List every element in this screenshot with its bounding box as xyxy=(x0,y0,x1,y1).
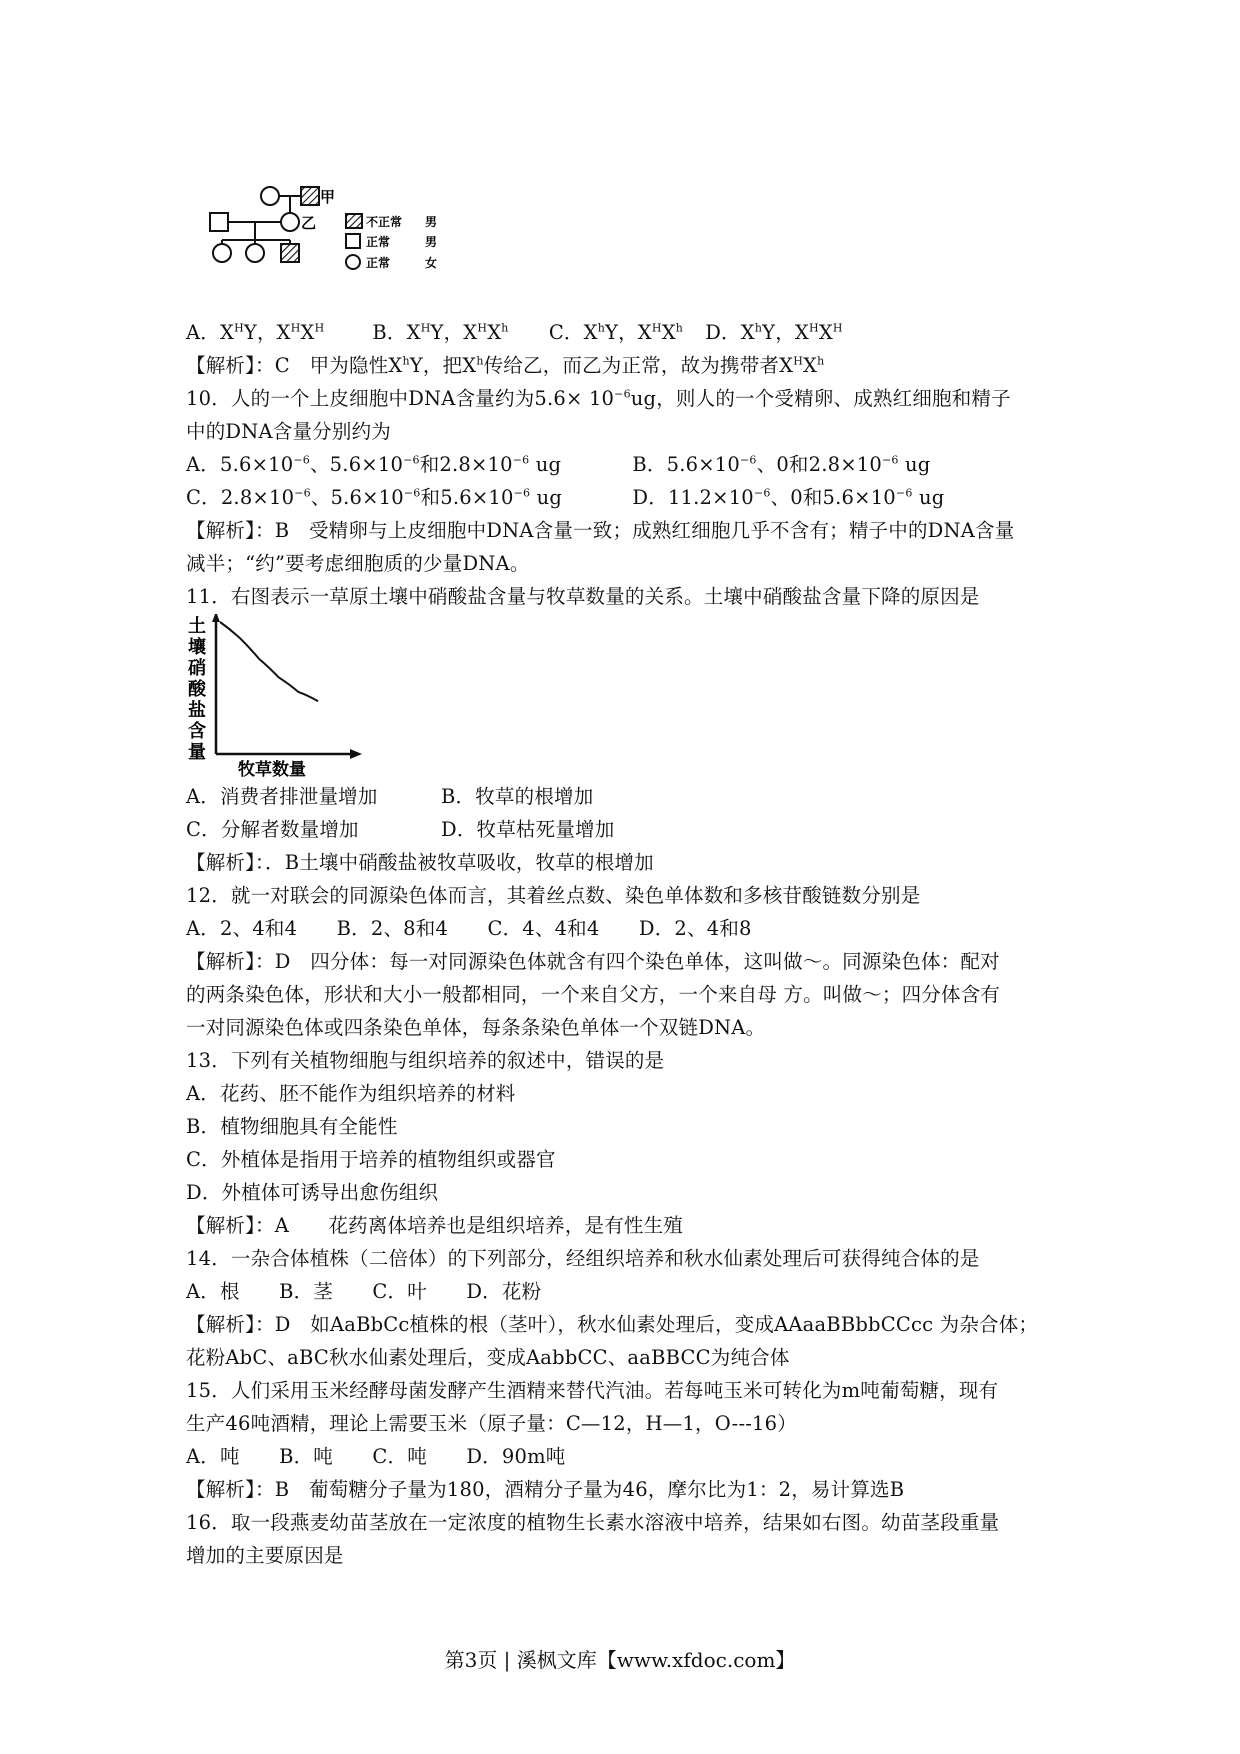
q12-analysis-2: 的两条染色体，形状和大小一般都相同，一个来自父方，一个来自母 方。叫做～；四分体含有 xyxy=(186,983,1001,1006)
legend-normal-female-icon xyxy=(346,255,360,269)
q11-chart-ylabel-char: 酸 xyxy=(188,679,206,700)
q10-options-ab xyxy=(186,450,930,480)
q16-stem-1: 16．取一段燕麦幼苗茎放在一定浓度的植物生长素水溶液中培养，结果如右图。幼苗茎段重量 xyxy=(186,1511,1000,1534)
q14-options: A．根 B．茎 C．叶 D．花粉 xyxy=(186,1280,542,1303)
q9-option-b: B．$X^HY$，$X^HX^h$ xyxy=(372,321,509,344)
q11-chart-ylabel-char: 硝 xyxy=(188,658,206,679)
q11-options-ab xyxy=(186,782,593,812)
q11-chart-series-line xyxy=(220,622,318,701)
pedigree-male-jia xyxy=(301,187,319,205)
pedigree-child-male-affected xyxy=(281,244,299,262)
q10-option-a: A．$5.6\times 10^{-6}$、$5.6\times 10^{-6}$和$2.8\times 10^{-6}$ ug xyxy=(186,453,562,476)
q15-stem-1: 15．人们采用玉米经酵母菌发酵产生酒精来替代汽油。若每吨玉米可转化为m吨葡萄糖，现有 xyxy=(186,1379,999,1402)
q13-option-b: B．植物细胞具有全能性 xyxy=(186,1115,398,1138)
q11-chart-x-arrow xyxy=(350,749,362,759)
q11-analysis: 【解析】：．B土壤中硝酸盐被牧草吸收，牧草的根增加 xyxy=(186,851,654,874)
q13-option-a: A．花药、胚不能作为组织培养的材料 xyxy=(186,1082,516,1105)
q10-stem-1: 10．人的一个上皮细胞中DNA含量约为$5.6\times 10^{-6}ug$，则人的一个受精卵、成熟红细胞和精子 xyxy=(186,387,1011,410)
q11-option-d: D．牧草枯死量增加 xyxy=(441,818,615,841)
legend-normal-female-label: 正常 xyxy=(366,256,391,270)
pedigree-child-female-2 xyxy=(246,244,264,262)
page-footer: 第3页 | 溪枫文库【www.xfdoc.com】 xyxy=(444,1648,796,1672)
q13-stem: 13．下列有关植物细胞与组织培养的叙述中，错误的是 xyxy=(186,1049,665,1072)
q9-option-c: C．$X^hY$，$X^HX^h$ xyxy=(548,321,684,344)
q11-chart-ylabel-char: 含 xyxy=(188,721,206,742)
legend-affected-male-sex: 男 xyxy=(425,215,438,229)
q11-chart-ylabel-char: 量 xyxy=(188,742,206,763)
q12-analysis-1: 【解析】：D 四分体：每一对同源染色体就含有四个染色单体，这叫做～。同源染色体：配对 xyxy=(186,950,1000,973)
legend-normal-male-icon xyxy=(346,234,360,248)
legend-affected-male-icon xyxy=(346,214,362,228)
q11-stem: 11．右图表示一草原土壤中硝酸盐含量与牧草数量的关系。土壤中硝酸盐含量下降的原因是 xyxy=(186,585,980,608)
q16-stem-2: 增加的主要原因是 xyxy=(186,1544,344,1567)
pedigree-child-female-1 xyxy=(213,244,231,262)
pedigree-male-husband xyxy=(210,213,228,231)
q11-options-cd xyxy=(186,815,614,845)
q13-analysis: 【解析】：A 花药离体培养也是组织培养，是有性生殖 xyxy=(186,1214,684,1237)
q11-chart-y-arrow xyxy=(212,614,220,622)
pedigree-figure xyxy=(200,178,490,293)
q9-options xyxy=(186,318,843,348)
q15-stem-2: 生产46吨酒精，理论上需要玉米（原子量：C—12，H—1，O---16） xyxy=(186,1412,797,1435)
q11-chart-ylabel-char: 盐 xyxy=(188,700,206,721)
q10-stem-2: 中的DNA含量分别约为 xyxy=(186,420,391,443)
q14-stem: 14．一杂合体植株（二倍体）的下列部分，经组织培养和秋水仙素处理后可获得纯合体的是 xyxy=(186,1247,980,1270)
q10-option-d: D．$11.2\times 10^{-6}$、0和$5.6\times 10^{-6}$ ug xyxy=(632,486,945,509)
q14-analysis-2: 花粉AbC、aBC秋水仙素处理后，变成AabbCC、aaBBCC为纯合体 xyxy=(186,1346,790,1369)
q11-chart-ylabel xyxy=(187,615,207,763)
q9-option-d: D．$X^hY$，$X^HX^H$ xyxy=(705,321,843,344)
q12-options: A．2、4和4 B．2、8和4 C．4、4和4 D．2、4和8 xyxy=(186,917,752,940)
q10-option-c: C．$2.8\times 10^{-6}$、$5.6\times 10^{-6}$和$5.6\times 10^{-6}$ ug xyxy=(186,486,563,509)
q10-analysis-1: 【解析】：B 受精卵与上皮细胞中DNA含量一致；成熟红细胞几乎不含有；精子中的DNA含量 xyxy=(186,519,1015,542)
q10-analysis-2: 减半；“约”要考虑细胞质的少量DNA。 xyxy=(186,552,530,575)
q9-analysis: 【解析】：C 甲为隐性$X^hY$，把$X^h$传给乙，而乙为正常，故为携带者$X^HX^h$ xyxy=(186,354,825,377)
q15-options: A．吨 B．吨 C．吨 D．90m吨 xyxy=(186,1445,566,1468)
q10-option-b: B．$5.6\times 10^{-6}$、0和$2.8\times 10^{-6}$ ug xyxy=(632,453,931,476)
q11-option-c: C．分解者数量增加 xyxy=(186,818,359,841)
legend-affected-male-label: 不正常 xyxy=(366,215,403,229)
pedigree-female-grandmother xyxy=(261,187,279,205)
q13-option-d: D．外植体可诱导出愈伤组织 xyxy=(186,1181,439,1204)
label-jia: 甲 xyxy=(320,188,336,206)
legend-normal-female-sex: 女 xyxy=(425,256,438,270)
pedigree-female-yi xyxy=(281,213,299,231)
q15-analysis: 【解析】：B 葡萄糖分子量为180，酒精分子量为46，摩尔比为1：2，易计算选B xyxy=(186,1478,905,1501)
label-yi: 乙 xyxy=(301,214,317,232)
q11-chart-ylabel-char: 壤 xyxy=(188,637,206,658)
q10-options-cd xyxy=(186,483,944,513)
q11-chart xyxy=(186,614,366,780)
q13-option-c: C．外植体是指用于培养的植物组织或器官 xyxy=(186,1148,556,1171)
q9-option-a: A．$X^HY$，$X^HX^H$ xyxy=(186,321,325,344)
legend-normal-male-label: 正常 xyxy=(366,235,391,249)
q11-chart-xlabel: 牧草数量 xyxy=(238,760,306,780)
q14-analysis-1: 【解析】：D 如AaBbCc植株的根（茎叶），秋水仙素处理后，变成AAaaBBbbCCcc 为杂合体； xyxy=(186,1313,1039,1336)
q12-stem: 12．就一对联会的同源染色体而言，其着丝点数、染色单体数和多核苷酸链数分别是 xyxy=(186,884,921,907)
q11-chart-ylabel-char: 土 xyxy=(188,616,206,637)
q11-option-b: B．牧草的根增加 xyxy=(441,785,594,808)
q11-option-a: A．消费者排泄量增加 xyxy=(186,785,378,808)
q12-analysis-3: 一对同源染色体或四条染色单体，每条条染色单体一个双链DNA。 xyxy=(186,1016,766,1039)
legend-normal-male-sex: 男 xyxy=(425,235,438,249)
